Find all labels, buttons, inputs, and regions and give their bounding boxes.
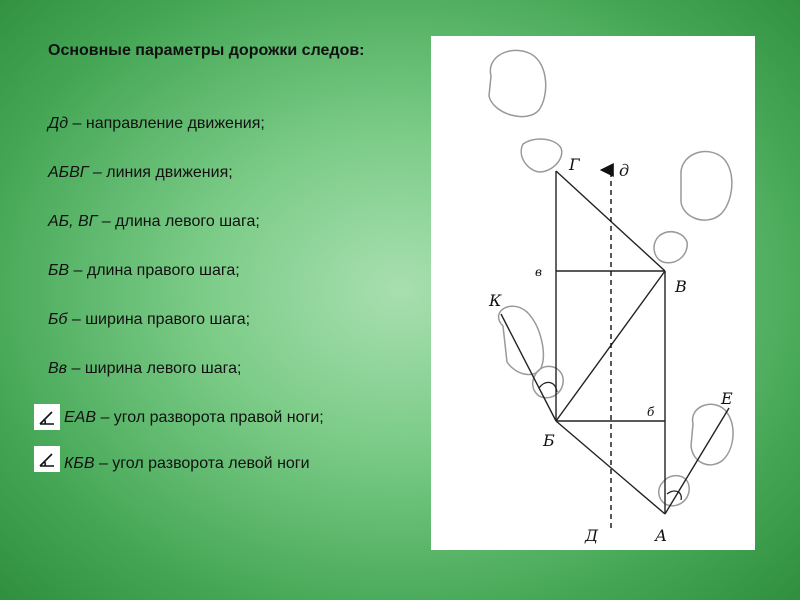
item-text: – ширина правого шага; bbox=[67, 311, 251, 328]
item-text: – длина правого шага; bbox=[69, 262, 240, 279]
item-symbol: БВ bbox=[48, 262, 70, 279]
item-symbol: Дд bbox=[48, 115, 69, 132]
item-line bbox=[48, 163, 233, 183]
heel-top-left bbox=[521, 139, 562, 172]
item-symbol: АБВГ bbox=[48, 164, 89, 181]
label-d: д bbox=[619, 161, 630, 180]
label-B: Б bbox=[543, 431, 555, 450]
angle-icon bbox=[34, 404, 60, 430]
item-text: – угол разворота левой ноги bbox=[94, 455, 310, 472]
item-symbol: АБ, ВГ bbox=[48, 213, 98, 230]
label-v-small: в bbox=[535, 265, 542, 279]
label-A: А bbox=[655, 526, 668, 545]
angle-icon bbox=[34, 446, 60, 472]
item-left-angle bbox=[64, 454, 310, 474]
item-left-width bbox=[48, 359, 241, 379]
label-E: Е bbox=[721, 389, 733, 408]
heel-top-right bbox=[654, 232, 687, 263]
toe-left-mid bbox=[499, 306, 544, 374]
item-left-step bbox=[48, 212, 260, 232]
item-text: – линия движения; bbox=[88, 164, 233, 181]
item-text: – угол разворота правой ноги; bbox=[96, 409, 324, 426]
slide-title: Основные параметры дорожки следов: bbox=[48, 42, 365, 59]
toe-top-right bbox=[681, 152, 732, 221]
item-right-angle bbox=[64, 408, 324, 428]
item-text: – длина левого шага; bbox=[97, 213, 260, 230]
text-panel bbox=[48, 40, 418, 472]
item-text: – ширина левого шага; bbox=[67, 360, 242, 377]
label-V: В bbox=[675, 277, 687, 296]
line-B-K bbox=[501, 314, 556, 421]
footprint-heels bbox=[521, 139, 689, 506]
label-D: Д bbox=[585, 526, 599, 545]
item-right-width bbox=[48, 310, 250, 330]
toe-top-left bbox=[489, 50, 546, 116]
item-right-step bbox=[48, 261, 240, 281]
item-text: – направление движения; bbox=[68, 115, 265, 132]
item-symbol: Вв bbox=[48, 360, 68, 377]
item-symbol: ЕАВ bbox=[64, 409, 97, 426]
line-A-E bbox=[665, 408, 729, 514]
label-K: К bbox=[489, 291, 502, 310]
label-G: Г bbox=[569, 155, 580, 174]
toe-right-low bbox=[691, 404, 733, 465]
item-symbol: КБВ bbox=[64, 455, 95, 472]
label-b-small: б bbox=[647, 405, 655, 419]
track-lines bbox=[501, 171, 729, 514]
footprint-diagram bbox=[431, 36, 755, 550]
item-direction bbox=[48, 114, 265, 134]
angle-arc-B bbox=[539, 382, 557, 392]
item-symbol: Бб bbox=[48, 311, 68, 328]
